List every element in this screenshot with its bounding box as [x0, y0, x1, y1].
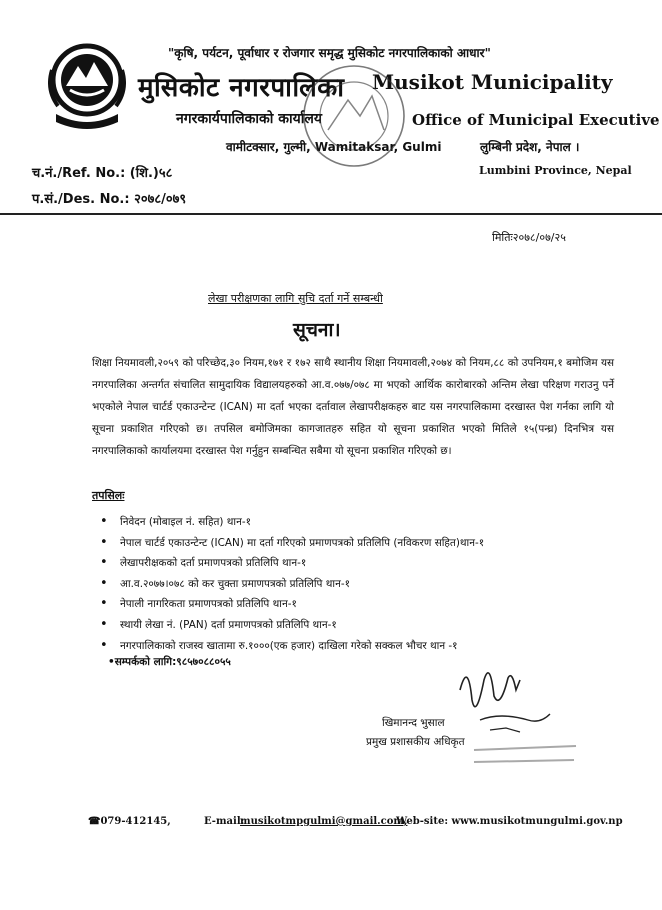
- notice-heading: सूचना।: [293, 319, 341, 341]
- list-item: • नेपाली नागरिकता प्रमाणपत्रको प्रतिलिपि थान-१: [96, 594, 484, 615]
- letter-subject: लेखा परीक्षणका लागि सुचि दर्ता गर्ने सम्बन्धी: [208, 292, 383, 305]
- signatory-role: प्रमुख प्रशासकीय अधिकृत: [366, 736, 465, 748]
- footer-phone: ☎079-412145,: [88, 816, 171, 827]
- header-divider: [0, 213, 662, 215]
- footer-email-label: E-mail:: [204, 816, 245, 827]
- annex-list: [96, 512, 484, 656]
- office-nepali: नगरकार्यपालिकाको कार्यालय: [176, 111, 322, 127]
- list-item: • नगरपालिकाको राजस्व खातामा रु.१०००(एक हजार) दाखिला गरेको सक्कल भौचर थान -१: [96, 636, 484, 657]
- title-nepali: मुसिकोट नगरपालिका: [138, 73, 345, 103]
- list-item: • नेपाल चार्टर्ड एकाउन्टेन्ट (ICAN) मा दर्ता गरिएको प्रमाणपत्रको प्रतिलिपि (नविकरण सहित)थान-१: [96, 533, 484, 554]
- letter-date: मितिः२०७८/०७/२५: [492, 231, 566, 244]
- province-nepali: लुम्बिनी प्रदेश, नेपाल ।: [480, 140, 580, 154]
- footer-email[interactable]: musikotmpgulmi@gmail.com,: [240, 816, 408, 827]
- list-item: • स्थायी लेखा नं. (PAN) दर्ता प्रमाणपत्रको प्रतिलिपि थान-१: [96, 615, 484, 636]
- list-item: • निवेदन (मोबाइल नं. सहित) थान-१: [96, 512, 484, 533]
- title-english: Musikot Municipality: [372, 70, 613, 94]
- list-item: • आ.व.२०७७।०७८ को कर चुक्ता प्रमाणपत्रको प्रतिलिपि थान-१: [96, 574, 484, 595]
- list-item: • लेखापरीक्षकको दर्ता प्रमाणपत्रको प्रतिलिपि थान-१: [96, 553, 484, 574]
- notice-body: शिक्षा नियमावली,२०५९ को परिच्छेद,३० नियम,१७१ र १७२ साथै स्थानीय शिक्षा नियमावली,२०७४ को नियम,८८ को उपनियम,१ बमोजिम यस नगरपालिका अन्तर्गत संचालित सामुदायिक विद्यालयहरुको आ.व.०७७/०७८ मा भएको आर्थिक कारोबारको अन्तिम लेखा परिक्षण गराउनु पर्ने भएकोले नेपाल चार्टर्ड एकाउन्टेन्ट (ICAN) मा दर्ता भएका दर्तावाल लेखापरीक्षकहरु बाट यस नगरपालिकामा दरखास्त पेश गर्नका लागि यो सूचना प्रकाशित गरिएको छ। तपसिल बमोजिमका कागजातहरु सहित यो सूचना प्रकाशित भएको मितिले १५(पन्ध्र) दिनभित्र यस नगरपालिकाको कार्यालयमा दरखास्त पेश गर्नुहुन सम्बन्धित सबैमा यो सूचना प्रकाशित गरिएको छ।: [92, 357, 614, 457]
- motto: "कृषि, पर्यटन, पूर्वाधार र रोजगार समृद्ध मुसिकोट नगरपालिकाको आधार": [168, 46, 491, 60]
- designation-stamp: [470, 740, 580, 770]
- province-english: Lumbini Province, Nepal: [479, 164, 632, 177]
- address: वामीटक्सार, गुल्मी, Wamitaksar, Gulmi: [226, 140, 442, 154]
- signatory-name: खिमानन्द भुसाल: [382, 717, 445, 729]
- office-english: Office of Municipal Executive: [412, 111, 660, 129]
- footer-website[interactable]: Web-site: www.musikotmungulmi.gov.np: [396, 816, 623, 827]
- reference-number: च.नं./Ref. No.: (शि.)५८: [32, 166, 173, 181]
- office-stamp: [298, 60, 410, 172]
- municipality-logo: [48, 40, 126, 132]
- dispatch-number: प.सं./Des. No.: २०७८/०७९: [32, 192, 187, 207]
- contact-number: •सम्पर्कको लागि:९८५७०८८०५५: [108, 656, 231, 668]
- annex-label: तपसिलः: [92, 489, 125, 502]
